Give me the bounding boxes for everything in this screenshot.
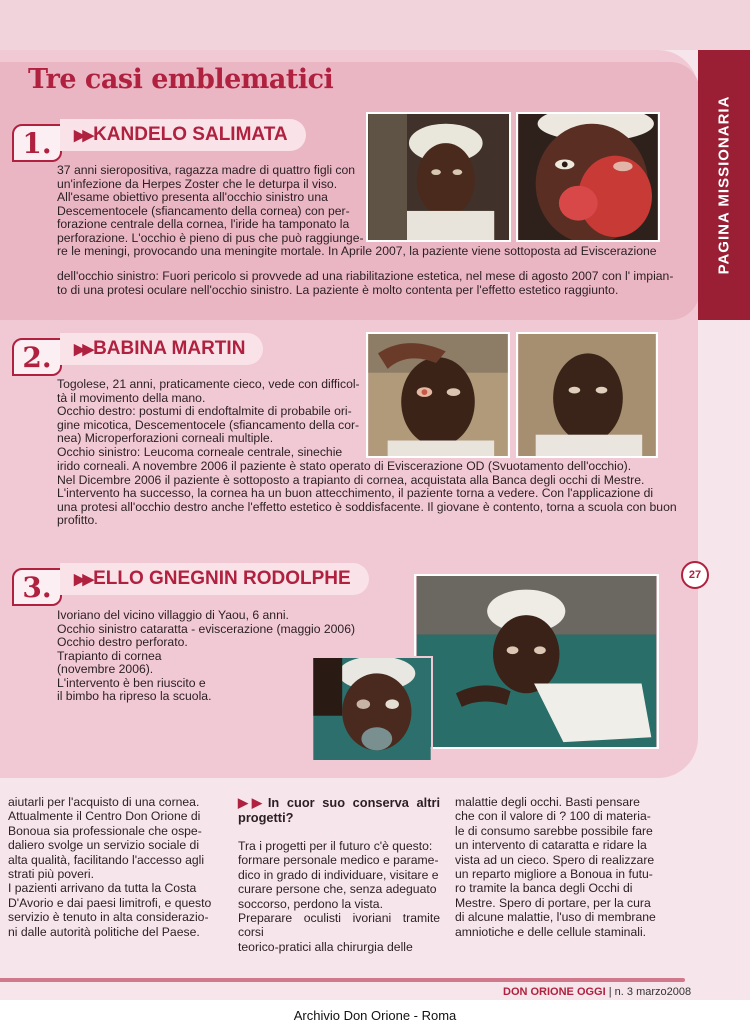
case1-text-wide [57, 269, 674, 297]
case2-line: Nel Dicembre 2006 il paziente è sottoposto a trapianto di cornea, acquistata alla Banca degli occhi di Mestre. [57, 472, 645, 487]
double-chevron-icon: ▶▶ [74, 127, 92, 144]
case2-photo-a [366, 332, 510, 458]
column-line: Bonoua sia professionale che ospe- [8, 823, 202, 838]
double-chevron-icon: ▶▶ [74, 571, 92, 588]
case1-line: 37 anni sieropositiva, ragazza madre di quattro figli con [57, 163, 356, 177]
column-line: daliero svolge un servizio sociale di [8, 838, 200, 853]
footer-separator: | [608, 986, 615, 998]
case-name-3 [60, 563, 369, 595]
case2-line: nea) Microperforazioni corneali multiple. [57, 431, 274, 445]
column-line: vista ad un cieco. Spero di realizzare [455, 852, 655, 867]
column-right [455, 795, 661, 939]
case1-line: dell'occhio sinistro: Fuori pericolo si provvede ad una riabilitazione estetica, nel mese di agosto 2007 con l' impian- [57, 269, 674, 283]
column-line: un intervento di cataratta e ridare la [455, 838, 647, 853]
case2-line: una protesi all'occhio destro anche l'effetto estetico è soddisfacente. Il giovane è contento, torna a scuola con buon [57, 499, 677, 514]
column-line: formare personale medico e parame- [238, 853, 439, 868]
double-chevron-icon: ▶▶ [74, 341, 92, 358]
column-line: I pazienti arrivano da tutta la Costa [8, 881, 197, 896]
case-number-3: 3. [12, 568, 62, 606]
column-line: aiutarli per l'acquisto di una cornea. [8, 795, 200, 809]
case2-line: irido corneali. A novembre 2006 il paziente è stato operato di Eviscerazione OD (Svuotamento dell'occhio). [57, 459, 632, 473]
patient-portrait-image [518, 334, 656, 456]
case-name-3-text: ELLO GNEGNIN RODOLPHE [93, 568, 351, 589]
column-line: teorico-pratici alla chirurgia delle [238, 939, 413, 954]
double-chevron-icon: ▶▶ [238, 795, 266, 810]
column-line: servizio è tenuto in alta considerazio- [8, 910, 209, 925]
case-name-1-text: KANDELO SALIMATA [93, 124, 288, 145]
column-line: Tra i progetti per il futuro c'è questo: [238, 839, 433, 853]
case-name-1 [60, 119, 306, 151]
case2-line: L'intervento ha successo, la cornea ha un buon attecchimento, il paziente torna a vedere. Con l'applicazione di [57, 486, 654, 500]
column-line: alta qualità, facilitando l'accesso agli [8, 852, 205, 867]
issue-label: n. 3 marzo2008 [614, 986, 692, 998]
case2-line: Occhio sinistro: Leucoma corneale centrale, sinechie [57, 444, 343, 459]
column-heading [238, 795, 440, 825]
case1-line: Descementocele (sfiancamento della cornea) con per- [57, 203, 350, 218]
patient-photo-image [368, 114, 509, 240]
case2-text-narrow [57, 378, 367, 459]
case3-line: Trapianto di cornea [57, 648, 162, 663]
column-middle [238, 795, 440, 954]
column-line: dico in grado di individuare, visitare e [238, 867, 439, 882]
magazine-name: DON ORIONE OGGI [503, 986, 606, 998]
patient-examination-image [368, 334, 508, 456]
column-line: amniotiche e delle cellule staminali. [455, 924, 647, 939]
case-name-2-text: BABINA MARTIN [93, 338, 246, 359]
column-line: che con il valore di ? 100 di materia- [455, 809, 651, 824]
column-heading-text: In cuor suo conserva altri progetti? [238, 795, 440, 825]
case3-photo-b [311, 656, 433, 762]
column-line: ni dalle autorità politiche del Paese. [8, 924, 200, 939]
column-line: un reparto migliore a Bonoua in futu- [455, 867, 653, 882]
archive-caption: Archivio Don Orione - Roma [293, 1008, 457, 1023]
column-line: D'Avorio e dai paesi limitrofi, e questo [8, 895, 212, 910]
child-surgery-image [313, 658, 431, 760]
bottom-rule [0, 978, 685, 982]
column-line: di alcune malattie, l'uso di membrane [455, 910, 656, 925]
case3-photo-a [414, 574, 659, 749]
child-patient-image [416, 576, 657, 747]
case3-line: (novembre 2006). [57, 662, 154, 676]
case1-photo-b [516, 112, 660, 242]
column-line: le di consumo sarebbe possibile fare [455, 823, 653, 838]
column-line: strati più poveri. [8, 867, 95, 882]
case1-line: All'esame obiettivo presenta all'occhio sinistro una [57, 190, 328, 204]
case3-line: Occhio sinistro cataratta - eviscerazione (maggio 2006) [57, 621, 356, 636]
case1-text-narrow [57, 163, 657, 259]
column-line: Attualmente il Centro Don Orione di [8, 809, 201, 824]
column-line: curare persone che, senza adeguato [238, 882, 437, 897]
side-tab-label: PAGINA MISSIONARIA [715, 95, 733, 275]
page-number-badge: 27 [681, 561, 709, 589]
case1-line: to di una protesi oculare nell'occhio sinistro. La paziente è molto contenta per l'effetto estetico raggiunto. [57, 282, 619, 297]
case1-line: un'infezione da Herpes Zoster che le deturpa il viso. [57, 176, 338, 191]
patient-closeup-image [518, 114, 658, 240]
case2-photo-b [516, 332, 658, 458]
case3-line: Ivoriano del vicino villaggio di Yaou, 6 anni. [57, 608, 289, 622]
page-footer [503, 986, 691, 998]
top-band [0, 0, 750, 50]
case-number-1: 1. [12, 124, 62, 162]
column-line: Preparare oculisti ivoriani tramite corsi [238, 911, 440, 940]
case3-line: il bimbo ha ripreso la scuola. [57, 689, 212, 703]
case1-line: re le meningi, provocando una meningite mortale. In Aprile 2007, la paziente viene sottoposta ad Eviscerazione [57, 244, 657, 258]
case1-line: perforazione. L'occhio è pieno di pus che può raggiunge- [57, 230, 364, 245]
case2-line: tà il movimento della mano. [57, 390, 206, 405]
column-left [8, 795, 220, 939]
case2-line: profitto. [57, 513, 98, 527]
column-line: malattie degli occhi. Basti pensare [455, 795, 640, 809]
case2-line: Togolese, 21 anni, praticamente cieco, vede con difficol- [57, 377, 360, 391]
case3-line: Occhio destro perforato. [57, 635, 188, 649]
case1-line: forazione centrale della cornea, l'iride ha tamponato la [57, 217, 350, 231]
case2-line: Occhio destro: postumi di endoftalmite di probabile ori- [57, 404, 352, 418]
column-line: Mestre. Spero di portare, per la cura [455, 895, 651, 910]
column-line: soccorso, perdono la vista. [238, 896, 383, 911]
case3-line: L'intervento è ben riuscito e [57, 675, 206, 690]
column-line: ro tramite la banca degli Occhi di [455, 881, 633, 896]
case1-photo-a [366, 112, 511, 242]
case2-text-wide [57, 459, 677, 528]
case2-line: gine micotica, Descementocele (sfiancamento della cor- [57, 417, 360, 432]
case-number-2: 2. [12, 338, 62, 376]
page-title: Tre casi emblematici [28, 64, 334, 95]
case-name-2 [60, 333, 263, 365]
